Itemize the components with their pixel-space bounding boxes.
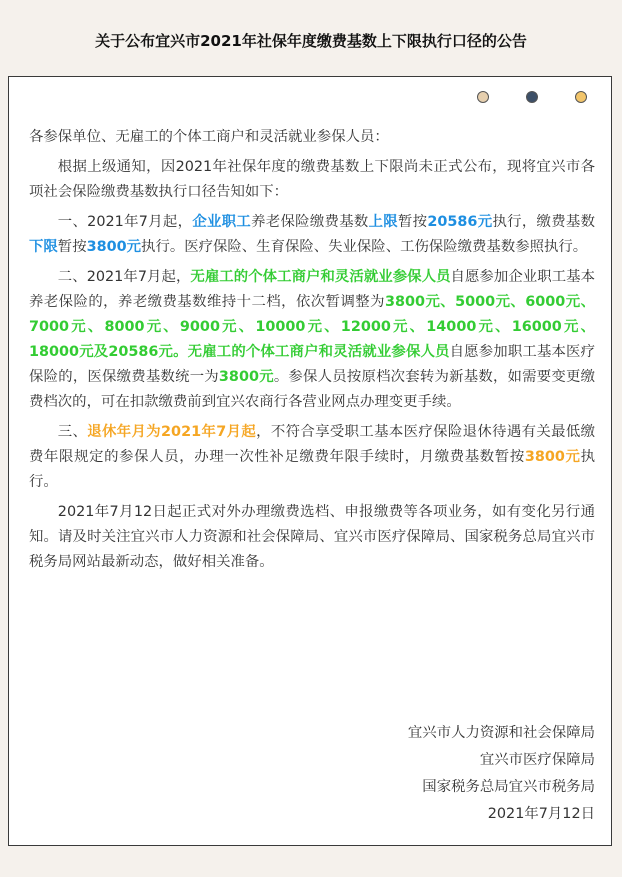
- highlight-retirement-date: 退休年月为2021年7月起: [87, 424, 257, 440]
- text: 执行。医疗保险、生育保险、失业保险、工伤保险缴费基数参照执行。: [141, 239, 588, 255]
- highlight-lower-amount: 3800元: [86, 239, 142, 255]
- paragraph-1: [29, 210, 595, 260]
- page-title: 关于公布宜兴市2021年社保年度缴费基数上下限执行口径的公告: [95, 32, 527, 50]
- text: 自愿参加企业职工基本养老保险的，养老缴费基数维持十二档，依次暂调整为: [29, 269, 595, 310]
- highlight-upper-limit: 上限: [368, 214, 398, 230]
- signature-org-tax: 国家税务总局宜兴市税务局: [422, 779, 595, 795]
- intro-paragraph: 根据上级通知，因2021年社保年度的缴费基数上下限尚未正式公布，现将宜兴市各项社会保险缴费基数执行口径告知如下：: [29, 159, 595, 200]
- text: 暂按: [57, 239, 87, 255]
- greeting: 各参保单位、无雇工的个体工商户和灵活就业参保人员：: [29, 129, 389, 145]
- highlight-flexible-workers: 无雇工的个体工商户和灵活就业参保人员: [190, 269, 451, 285]
- notice-card: [8, 76, 612, 846]
- tan-dot-icon: [477, 91, 489, 103]
- navy-dot-icon: [526, 91, 538, 103]
- text: 养老保险缴费基数: [251, 214, 369, 230]
- paragraph-2: [29, 265, 595, 415]
- text: 自愿参加职工基本医疗保险的，医保缴费基数统一为: [29, 344, 595, 385]
- signature-org-medical: 宜兴市医疗保障局: [479, 752, 595, 768]
- highlight-upper-amount: 20586元: [427, 214, 493, 230]
- text: 执行，缴费基数: [492, 214, 595, 230]
- highlight-monthly-base: 3800元: [524, 449, 581, 465]
- highlight-base-tiers: 3800元、5000元、6000元、7000元、8000元、9000元、10000元、12000元、14000元、16000元、18000元及20586元。无雇工的个体工商户和灵活就业参保人员: [29, 294, 595, 360]
- paragraph-3: [29, 420, 595, 495]
- signature-block: [408, 720, 595, 828]
- gold-dot-icon: [575, 91, 587, 103]
- text: 执行。: [29, 449, 595, 490]
- signature-org-hrss: 宜兴市人力资源和社会保障局: [407, 725, 595, 741]
- header: [0, 0, 622, 76]
- text: 暂按: [397, 214, 428, 230]
- highlight-enterprise-employee: 企业职工: [192, 214, 252, 230]
- notice-body: [29, 125, 595, 580]
- text: ，不符合享受职工基本医疗保险退休待遇有关最低缴费年限规定的参保人员，办理一次性补足缴费年限手续时，月缴费基数暂按: [29, 424, 595, 465]
- highlight-lower-limit: 下限: [29, 239, 58, 255]
- footer-band: [0, 846, 622, 877]
- text: 一、2021年7月起，: [57, 214, 193, 230]
- signature-date: 2021年7月12日: [487, 806, 595, 822]
- paragraph-4: 2021年7月12日起正式对外办理缴费选档、申报缴费等各项业务，如有变化另行通知。请及时关注宜兴市人力资源和社会保障局、宜兴市医疗保障局、国家税务总局宜兴市税务局网站最新动态，做好相关准备。: [29, 504, 595, 570]
- text: 三、: [57, 424, 88, 440]
- text: 二、2021年7月起，: [57, 269, 191, 285]
- highlight-medical-base: 3800元: [218, 369, 274, 385]
- text: 。参保人员按原档次套转为新基数，如需要变更缴费档次的，可在扣款缴费前到宜兴农商行各营业网点办理变更手续。: [29, 369, 595, 410]
